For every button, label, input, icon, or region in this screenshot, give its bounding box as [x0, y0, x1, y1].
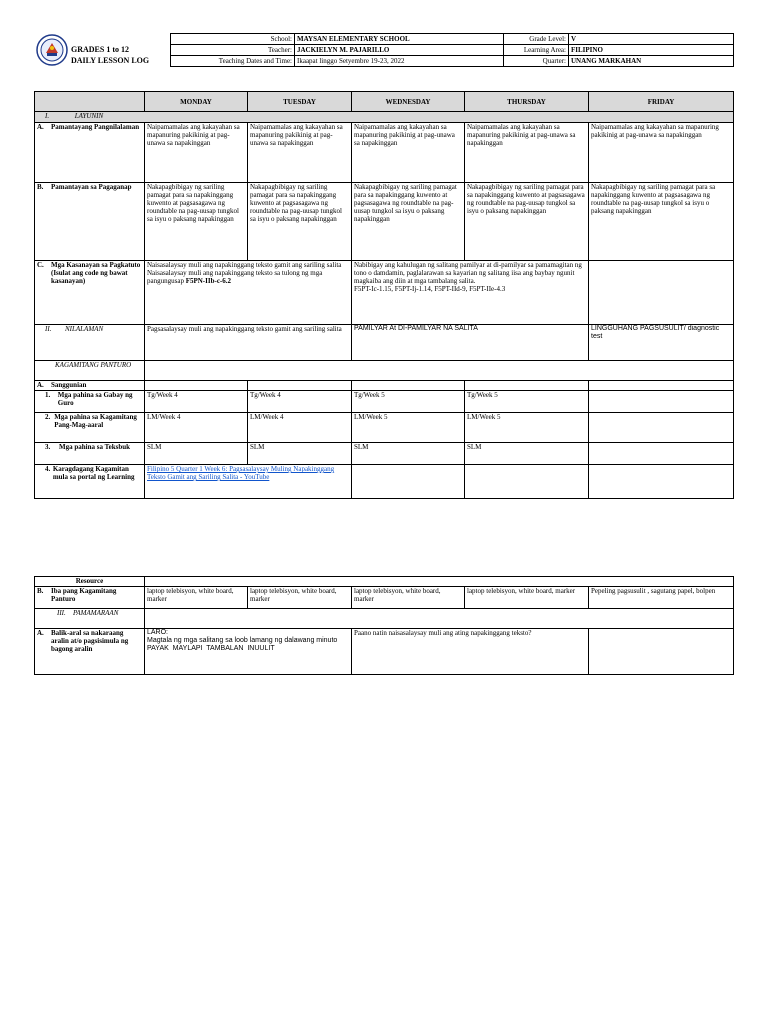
day-header-friday: FRIDAY: [589, 92, 734, 112]
quarter-value: UNANG MARKAHAN: [569, 56, 734, 67]
balik-wed-thu: Paano natin naisasalaysay muli ang ating napakinggang teksto?: [352, 629, 589, 675]
pamamaraan-text: PAMAMARAAN: [73, 609, 119, 617]
balik-mon-tue: [145, 629, 352, 675]
corner-cell: [35, 92, 145, 112]
laro-text: Magtala ng mga salitang sa loob lamang ng dalawang minuto: [147, 637, 338, 644]
row-c-text: Mga Kasanayan sa Pagkatuto (Isulat ang code ng bawat kasanayan): [51, 261, 141, 285]
day-header-thursday: THURSDAY: [465, 92, 589, 112]
ref2-num: 2.: [45, 413, 51, 421]
row-a-wed: Naipamamalas ang kakayahan sa mapanuring pakikinig at pag-unawa sa napakinggan: [352, 123, 465, 183]
ref2-label: [35, 413, 145, 443]
grade-label: Grade Level:: [504, 34, 569, 45]
row-ii-mon-tue: Pagsasalaysay muli ang napakinggang teksto gamit ang sariling salita: [145, 325, 352, 361]
ref3-thu: SLM: [465, 443, 589, 465]
ref1-text: Mga pahina sa Gabay ng Guro: [57, 391, 133, 407]
ref2-tue: LM/Week 4: [248, 413, 352, 443]
resource-fri: Pepeling pagsusulit , sagutang papel, bolpen: [589, 587, 734, 609]
resource-tue: laptop telebisyon, white board, marker: [248, 587, 352, 609]
row-b-wed: Nakapagbibigay ng sariling pamagat para sa napakinggang kuwento at pagsasagawa ng roundtable na pag-uusap tungkol sa isyu o paksang napakinggan: [352, 183, 465, 261]
area-value: FILIPINO: [569, 45, 734, 56]
form-title: [71, 44, 149, 66]
balik-fri: [589, 629, 734, 675]
ref3-fri: [589, 443, 734, 465]
lesson-plan-table: [34, 91, 734, 499]
row-c-mt-code: F5PN-IIb-c-6.2: [185, 277, 232, 285]
ref4-mon-tue: [145, 465, 352, 499]
ref4-label: [35, 465, 145, 499]
row-b-fri: Nakapagbibigay ng sariling pamagat para sa napakinggang kuwento at pagsasagawa ng roundtable na pag-uusap tungkol sa isyu o paksang napakinggan: [589, 183, 734, 261]
deped-seal-logo: [36, 34, 68, 66]
ref1-tue: Tg/Week 4: [248, 391, 352, 413]
teacher-value: JACKIELYN M. PAJARILLO: [295, 45, 504, 56]
section-layunin-num: I.: [45, 112, 50, 120]
ref1-wed: Tg/Week 5: [352, 391, 465, 413]
ref2-text: Mga pahina sa Kagamitang Pang-Mag-aaral: [54, 413, 137, 429]
resource-letter: B.: [37, 587, 44, 595]
resource-text: Iba pang Kagamitang Panturo: [51, 587, 117, 603]
youtube-resource-link[interactable]: Filipino 5 Quarter 1 Week 6: Pagsasalaysay Muling Napakinggang Teksto Gamit ang Sariling Salita - YouTube: [147, 465, 335, 481]
row-ii-wed-thu: PAMILYAR At DI-PAMILYAR NA SALITA: [352, 325, 589, 361]
ref3-wed: SLM: [352, 443, 465, 465]
sanggunian-wed: [352, 381, 465, 391]
ref2-thu: LM/Week 5: [465, 413, 589, 443]
ref1-fri: [589, 391, 734, 413]
row-a-label: [35, 123, 145, 183]
form-title-line1: GRADES 1 to 12: [71, 45, 130, 54]
area-label: Learning Area:: [504, 45, 569, 56]
ref4-fri: [589, 465, 734, 499]
sanggunian-thu: [465, 381, 589, 391]
balik-label: [35, 629, 145, 675]
ref4-wed: [352, 465, 465, 499]
row-c-mt-line1: Naisasalaysay muli ang napakinggang teksto gamit ang sariling salita: [147, 261, 342, 269]
row-a-mon: Naipamamalas ang kakayahan sa mapanuring pakikinig at pag-unawa sa napakinggan: [145, 123, 248, 183]
ref3-mon: SLM: [145, 443, 248, 465]
ref2-wed: LM/Week 5: [352, 413, 465, 443]
ref4-thu: [465, 465, 589, 499]
ref3-label: [35, 443, 145, 465]
resource-thu: laptop telebisyon, white board, marker: [465, 587, 589, 609]
row-b-text: Pamantayan sa Pagaganap: [51, 183, 132, 191]
sanggunian-fri: [589, 381, 734, 391]
row-ii-fri: LINGGUHANG PAGSUSULIT/ diagnostic test: [589, 325, 734, 361]
ref4-text: Karagdagang Kagamitan mula sa portal ng Learning: [52, 465, 135, 481]
dates-value: Ikaapat linggo Setyembre 19-23, 2022: [295, 56, 504, 67]
section-layunin-label: LAYUNIN: [74, 112, 104, 120]
row-c-label: [35, 261, 145, 325]
row-b-mon: Nakapagbibigay ng sariling pamagat para sa napakinggang kuwento at pagsasagawa ng roundtable na pag-uusap tungkol sa isyu o paksang napakinggan: [145, 183, 248, 261]
form-title-line2: DAILY LESSON LOG: [71, 56, 150, 65]
quarter-label: Quarter:: [504, 56, 569, 67]
dates-label: Teaching Dates and Time:: [171, 56, 295, 67]
sanggunian-text: Sanggunian: [51, 381, 87, 389]
row-a-letter: A.: [37, 123, 44, 131]
balik-text: Balik-aral sa nakaraang aralin at/o pagsisimula ng bagong aralin: [51, 629, 129, 653]
row-b-tue: Nakapagbibigay ng sariling pamagat para sa napakinggang kuwento at pagsasagawa ng roundtable na pag-uusap tungkol sa isyu o paksang napakinggan: [248, 183, 352, 261]
sanggunian-mon: [145, 381, 248, 391]
row-ii-num: II.: [45, 325, 52, 333]
header-info-table: [170, 33, 734, 67]
day-header-tuesday: TUESDAY: [248, 92, 352, 112]
row-c-mt-line2: Naisasalaysay muli ang napakinggang teksto sa tulong ng mga pangungusap: [147, 269, 323, 285]
row-c-mon-tue: [145, 261, 352, 325]
grade-value: V: [569, 34, 734, 45]
laro-title: LARO:: [147, 629, 169, 636]
resource-mon: laptop telebisyon, white board, marker: [145, 587, 248, 609]
ref2-fri: [589, 413, 734, 443]
row-c-letter: C.: [37, 261, 44, 269]
ref3-num: 3.: [45, 443, 51, 451]
teacher-label: Teacher:: [171, 45, 295, 56]
resource-label: [35, 587, 145, 609]
resource-wed: laptop telebisyon, white board, marker: [352, 587, 465, 609]
row-c-fri: [589, 261, 734, 325]
ref1-label: [35, 391, 145, 413]
day-header-monday: MONDAY: [145, 92, 248, 112]
sanggunian-label: [35, 381, 145, 391]
section-layunin: [35, 112, 734, 123]
sanggunian-letter: A.: [37, 381, 44, 389]
pamamaraan-num: III.: [57, 609, 66, 617]
row-a-text: Pamantayang Pangnilalaman: [51, 123, 140, 131]
row-b-letter: B.: [37, 183, 44, 191]
day-header-wednesday: WEDNESDAY: [352, 92, 465, 112]
row-a-thu: Naipamamalas ang kakayahan sa mapanuring pakikinig at pag-unawa sa napakinggan: [465, 123, 589, 183]
ref3-tue: SLM: [248, 443, 352, 465]
row-b-label: [35, 183, 145, 261]
sanggunian-tue: [248, 381, 352, 391]
ref3-text: Mga pahina sa Teksbuk: [59, 443, 131, 451]
ref2-mon: LM/Week 4: [145, 413, 248, 443]
row-ii-label: [35, 325, 145, 361]
resource-header-fill: [145, 577, 734, 587]
kagamitan-content: [145, 361, 734, 381]
row-ii-text: NILALAMAN: [65, 325, 104, 333]
row-a-fri: Naipamamalas ang kakayahan sa mapanuring pakikinig at pag-unawa sa napakinggan: [589, 123, 734, 183]
row-a-tue: Naipamamalas ang kakayahan sa mapanuring pakikinig at pag-unawa sa napakinggan: [248, 123, 352, 183]
ref4-num: 4.: [45, 465, 51, 473]
ref1-num: 1.: [45, 391, 51, 399]
row-c-wt-codes: F5PT-Ic-1.15, F5PT-Ij-1.14, F5PT-IId-9, F5PT-IIe-4.3: [354, 285, 506, 293]
resource-table: [34, 576, 734, 675]
resource-header: Resource: [35, 577, 145, 587]
pamamaraan-fill: [145, 609, 734, 629]
pamamaraan-label: [35, 609, 145, 629]
school-value: MAYSAN ELEMENTARY SCHOOL: [295, 34, 504, 45]
school-label: School:: [171, 34, 295, 45]
balik-letter: A.: [37, 629, 44, 637]
ref1-thu: Tg/Week 5: [465, 391, 589, 413]
row-c-wed-thu: [352, 261, 589, 325]
laro-words: PAYAK MAYLAPI TAMBALAN INUULIT: [147, 645, 275, 652]
row-b-thu: Nakapagbibigay ng sariling pamagat para sa napakinggang kuwento at pagsasagawa ng roundtable na pag-uusap tungkol sa isyu o paksang napakinggan: [465, 183, 589, 261]
row-c-wt-line1: Nabibigay ang kahulugan ng salitang pamilyar at di-pamilyar sa pamamagitan ng tono o damdamin, paglalarawan sa kayarian ng salitang iisa ang baybay ngunit magkaiba ang diin at mga tambalang salita.: [354, 261, 582, 285]
kagamitan-label: KAGAMITANG PANTURO: [35, 361, 145, 381]
ref1-mon: Tg/Week 4: [145, 391, 248, 413]
